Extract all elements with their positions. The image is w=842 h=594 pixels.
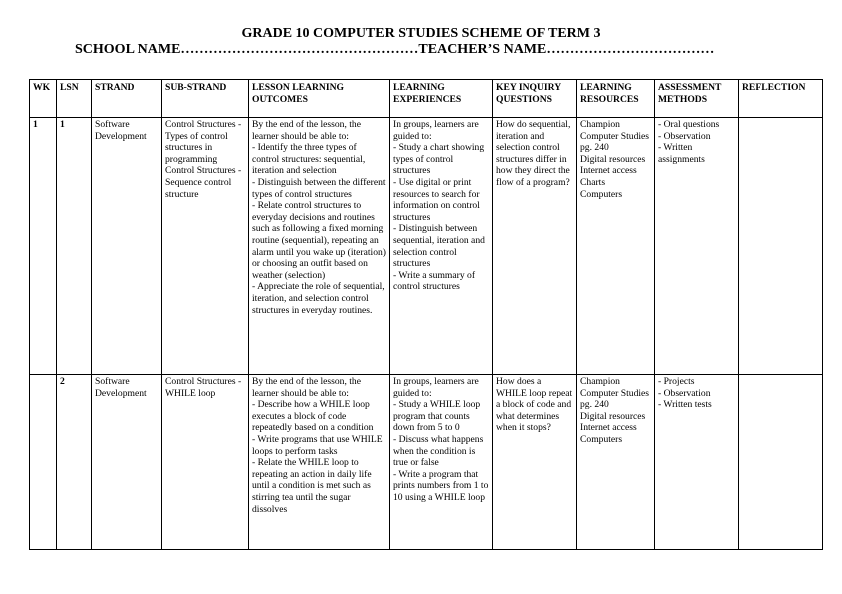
outcome-line: By the end of the lesson, the learner should be able to: [252,119,361,142]
resource-line: Charts [580,176,606,188]
experience-line: In groups, learners are guided to: [393,119,479,142]
resource-line: Champion Computer Studies pg. 240 [580,119,650,154]
assessment-line: - Written tests [658,399,712,411]
assessment-line: - Projects [658,376,695,387]
header-strand: STRAND [92,80,162,118]
header-sub-strand: SUB-STRAND [162,80,249,118]
header-outcomes: LESSON LEARNING OUTCOMES [249,80,390,118]
experience-line: - Study a WHILE loop program that counts down from 5 to 0 [393,399,481,434]
cell-experiences [390,375,493,550]
cell-lsn: 2 [57,375,92,550]
header-wk: WK [30,80,57,118]
cell-sub-strand [162,375,249,550]
experience-line: - Study a chart showing types of control structures [393,142,485,177]
resource-line: Computers [580,433,623,445]
cell-strand: Software Development [92,375,162,550]
cell-wk [30,375,57,550]
resource-line: Internet access [580,165,637,177]
cell-experiences [390,118,493,375]
cell-reflection [739,375,823,550]
header-lsn: LSN [57,80,92,118]
experience-line: - Distinguish between sequential, iteration and selection control structures [393,223,485,270]
outcome-line: By the end of the lesson, the learner should be able to: [252,376,361,399]
experience-line: - Write a program that prints numbers from 1 to 10 using a WHILE loop [393,468,489,503]
outcome-line: - Relate control structures to everyday decisions and routines such as following a fixed morning routine (sequential), repeating an alarm until you wake up (iteration) or choosing an outfit based on weather (selection) [252,200,387,281]
cell-resources [577,118,655,375]
cell-strand: Software Development [92,118,162,375]
cell-reflection [739,118,823,375]
header-resources: LEARNING RESOURCES [577,80,655,118]
outcome-line: - Relate the WHILE loop to repeating an action in daily life until a condition is met such as stirring tea until the sugar dissolves [252,457,372,515]
outcome-line: - Distinguish between the different types of control structures [252,176,386,200]
table-row [30,118,823,375]
header-questions: KEY INQUIRY QUESTIONS [493,80,577,118]
resource-line: Internet access [580,422,637,434]
table-row [30,375,823,550]
experience-line: In groups, learners are guided to: [393,376,479,399]
sub-strand-line: Control Structures - WHILE loop [165,376,242,399]
sub-strand-line: Control Structures - Sequence control structure [165,165,242,200]
assessment-line: - Written assignments [658,142,705,165]
cell-resources [577,375,655,550]
assessment-line: - Observation [658,387,711,399]
assessment-line: - Observation [658,130,711,142]
experience-line: - Write a summary of control structures [393,269,476,293]
cell-questions: How does a WHILE loop repeat a block of code and what determines when it stops? [493,375,577,550]
resource-line: Champion Computer Studies pg. 240 [580,376,650,411]
cell-sub-strand [162,118,249,375]
outcome-line: - Appreciate the role of sequential, iteration, and selection control structures in everyday routines. [252,281,385,316]
experience-line: - Discuss what happens when the condition is true or false [393,433,484,469]
header-experiences: LEARNING EXPERIENCES [390,80,493,118]
scheme-table [29,79,823,550]
sub-strand-line: Control Structures - Types of control structures in programming [165,119,242,165]
cell-assessment [655,118,739,375]
cell-questions: How do sequential, iteration and selection control structures differ in how they direct the flow of a program? [493,118,577,375]
resource-line: Digital resources [580,153,646,165]
document-title: GRADE 10 COMPUTER STUDIES SCHEME OF TERM 3 [241,26,601,41]
header-reflection: REFLECTION [739,80,823,118]
outcome-line: - Write programs that use WHILE loops to perform tasks [252,433,383,457]
resource-line: Computers [580,188,623,200]
header-assessment: ASSESSMENT METHODS [655,80,739,118]
outcome-line: - Describe how a WHILE loop executes a block of code repeatedly based on a condition [252,399,374,434]
outcome-line: - Identify the three types of control structures: sequential, iteration and selection [252,142,366,177]
header-row [30,80,823,118]
cell-outcomes [249,375,390,550]
cell-wk: 1 [30,118,57,375]
cell-outcomes [249,118,390,375]
cell-lsn: 1 [57,118,92,375]
cell-assessment [655,375,739,550]
assessment-line: - Oral questions [658,119,720,130]
resource-line: Digital resources [580,410,646,422]
experience-line: - Use digital or print resources to search for information on control structures [393,176,480,223]
school-teacher-line: SCHOOL NAME……………………………………………TEACHER’S NAME……………………………… [75,42,715,57]
